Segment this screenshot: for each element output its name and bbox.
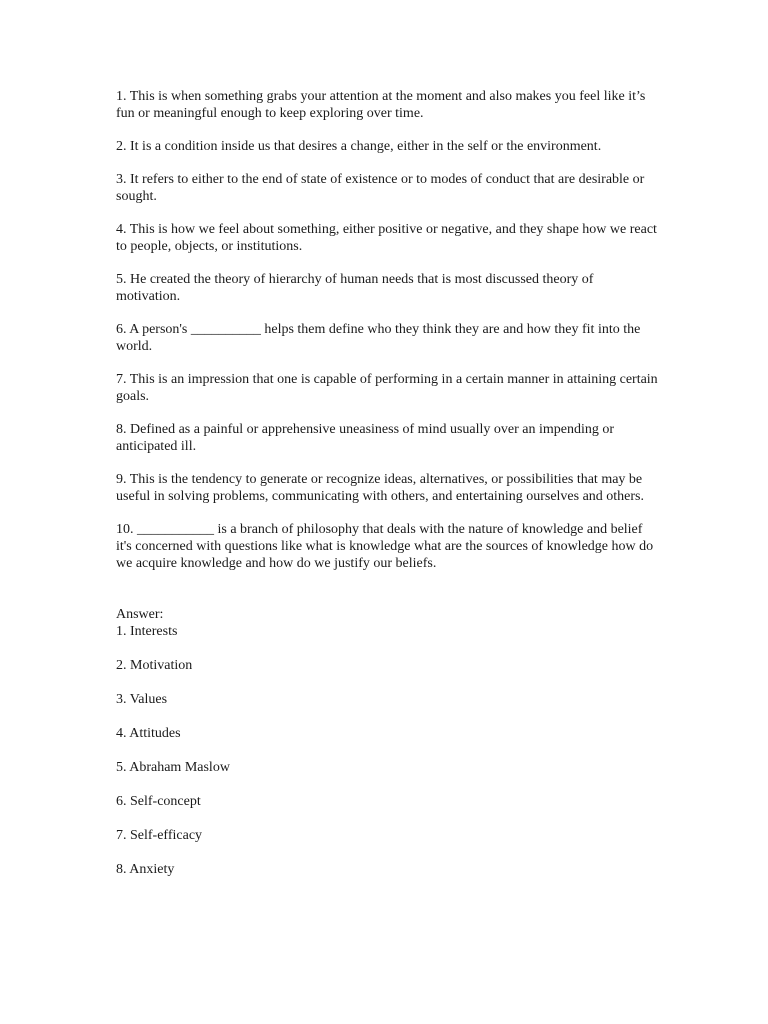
question-item: 10. ___________ is a branch of philosophy that deals with the nature of knowledge and belief it's concerned with questions like what is knowledge what are the sources of knowledge how do we acquire knowledge and how do we justify our beliefs. [116, 522, 654, 571]
answer-item: 7. Self-efficacy [116, 828, 203, 843]
question-item: 3. It refers to either to the end of state of existence or to modes of conduct that are desirable or sought. [116, 172, 645, 204]
document-page [116, 88, 661, 895]
question-item: 7. This is an impression that one is capable of performing in a certain manner in attaining certain goals. [116, 372, 658, 404]
question-item: 2. It is a condition inside us that desires a change, either in the self or the environment. [116, 139, 602, 154]
question-item: 8. Defined as a painful or apprehensive uneasiness of mind usually over an impending or anticipated ill. [116, 422, 615, 454]
question-item: 4. This is how we feel about something, either positive or negative, and they shape how we react to people, objects, or institutions. [116, 222, 657, 254]
answer-item: 5. Abraham Maslow [116, 760, 230, 775]
answer-heading: Answer: [116, 607, 164, 622]
question-item: 5. He created the theory of hierarchy of human needs that is most discussed theory of motivation. [116, 272, 594, 304]
answer-item: 1. Interests [116, 624, 178, 639]
answer-list [116, 606, 661, 878]
question-item: 9. This is the tendency to generate or recognize ideas, alternatives, or possibilities that may be useful in solving problems, communicating with others, and entertaining ourselves and others. [116, 472, 645, 504]
answer-item: 8. Anxiety [116, 862, 175, 877]
answer-item: 3. Values [116, 692, 168, 707]
answer-item: 6. Self-concept [116, 794, 201, 809]
question-item: 6. A person's __________ helps them define who they think they are and how they fit into the world. [116, 322, 641, 354]
question-item: 1. This is when something grabs your attention at the moment and also makes you feel like it’s fun or meaningful enough to keep exploring over time. [116, 89, 646, 121]
answer-item: 2. Motivation [116, 658, 193, 673]
question-list [116, 88, 661, 572]
answer-item: 4. Attitudes [116, 726, 181, 741]
